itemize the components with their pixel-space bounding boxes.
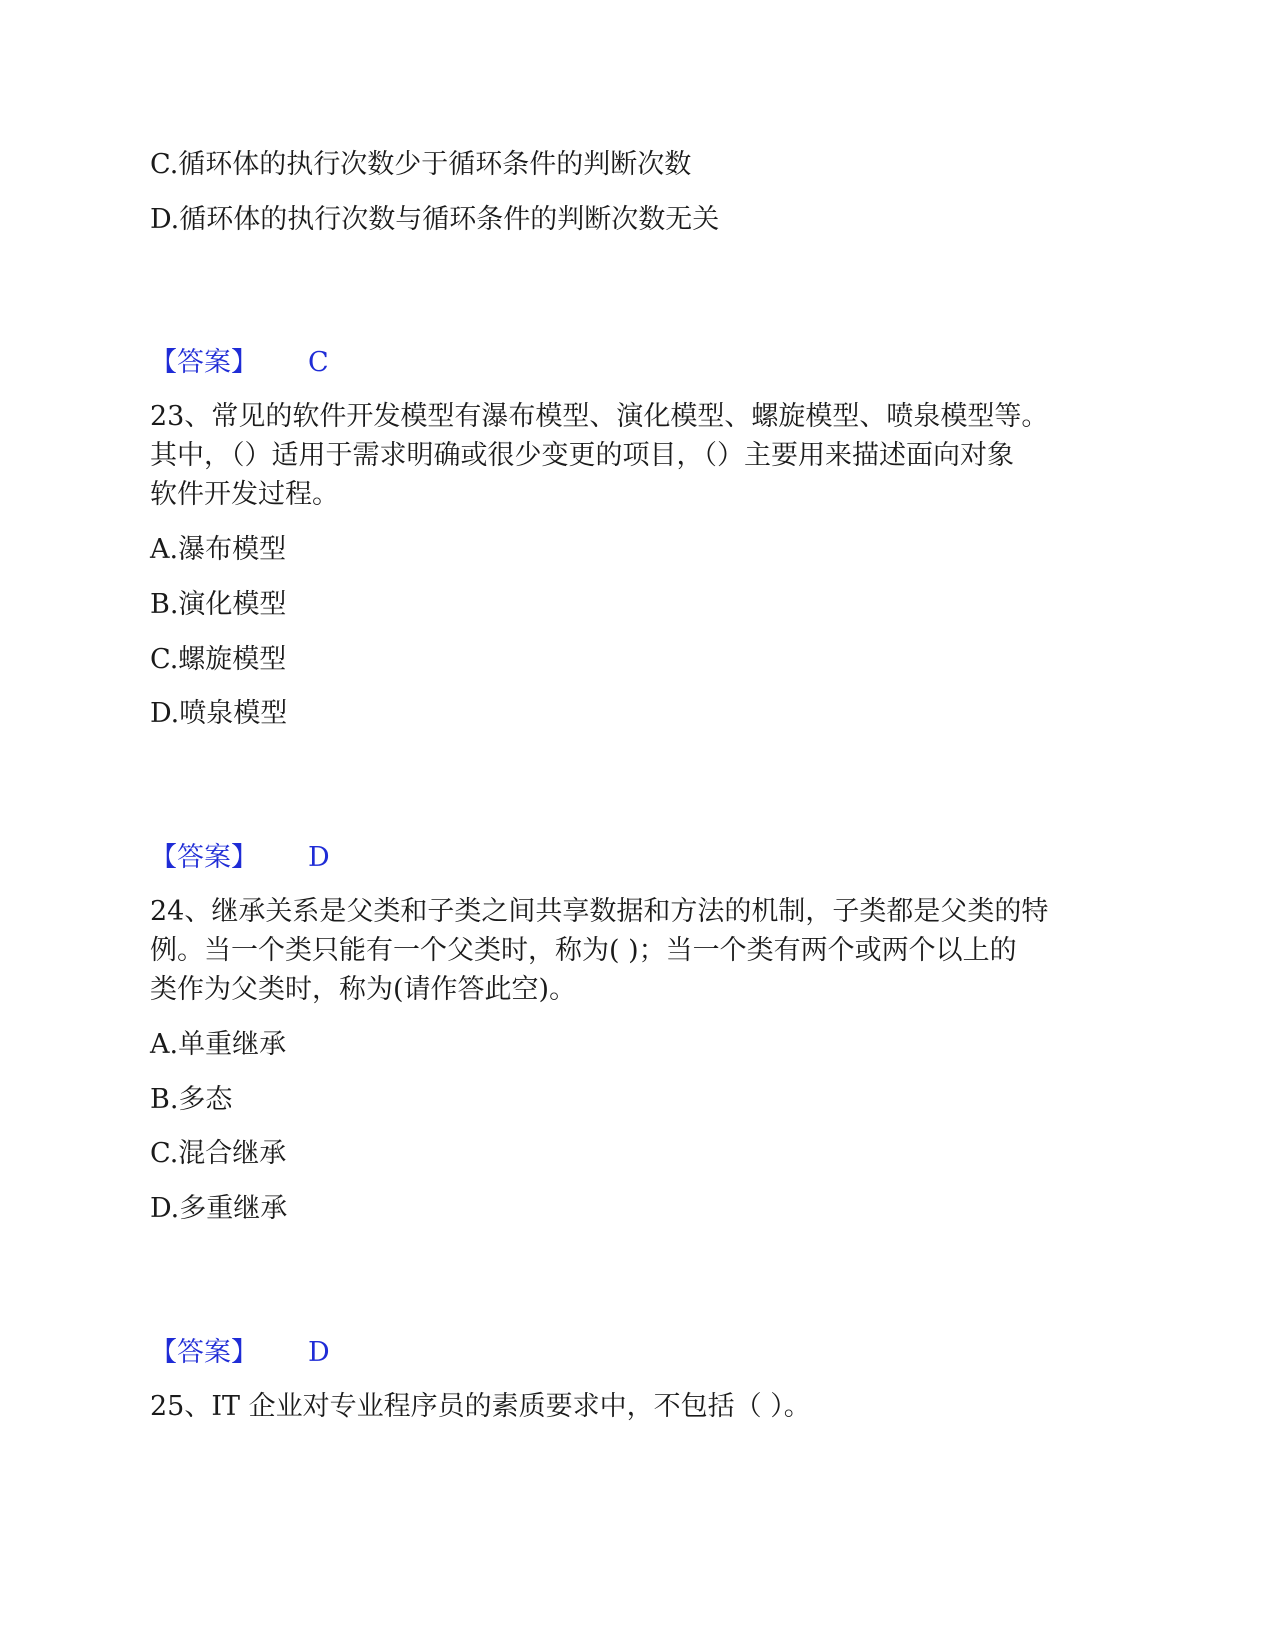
q23-option-d: D.喷泉模型 [150,698,288,729]
q24-option-a: A.单重继承 [150,1029,287,1060]
q24-option-c: C.混合继承 [150,1138,287,1169]
q25-stem-line-1: 25、IT 企业对专业程序员的素质要求中，不包括（ ）。 [150,1391,811,1422]
q23-answer-label: 【答案】 [150,842,258,873]
q23-answer-value: D [308,842,330,873]
q23-stem-line-3: 软件开发过程。 [150,479,339,510]
q22-answer-value: C [308,347,329,378]
q24-answer-value: D [308,1337,330,1368]
q23-option-b: B.演化模型 [150,589,287,620]
q22-option-d: D.循环体的执行次数与循环条件的判断次数无关 [150,204,720,235]
q24-option-d: D.多重继承 [150,1193,288,1224]
q24-stem-line-1: 24、继承关系是父类和子类之间共享数据和方法的机制，子类都是父类的特 [150,896,1049,927]
q23-option-c: C.螺旋模型 [150,644,287,675]
q23-stem-line-2: 其中，（）适用于需求明确或很少变更的项目，（）主要用来描述面向对象 [150,440,1014,471]
q24-stem-line-2: 例。当一个类只能有一个父类时，称为( )；当一个类有两个或两个以上的 [150,935,1017,966]
q22-answer-label: 【答案】 [150,347,258,378]
q23-option-a: A.瀑布模型 [150,534,287,565]
q23-stem-line-1: 23、常见的软件开发模型有瀑布模型、演化模型、螺旋模型、喷泉模型等。 [150,401,1049,432]
q24-stem-line-3: 类作为父类时，称为(请作答此空)。 [150,974,577,1005]
q22-option-c: C.循环体的执行次数少于循环条件的判断次数 [150,149,692,180]
q24-option-b: B.多态 [150,1084,233,1115]
q24-answer-label: 【答案】 [150,1337,258,1368]
